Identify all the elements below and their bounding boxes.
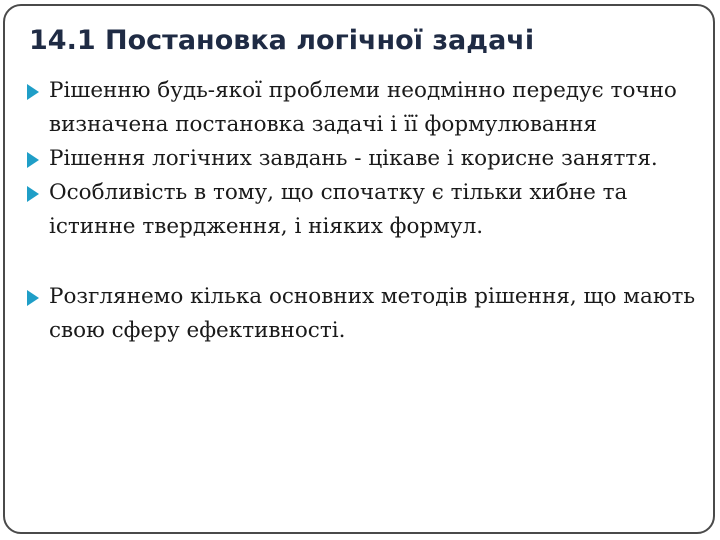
triangle-right-icon xyxy=(27,84,39,100)
slide-title: 14.1 Постановка логічної задачі xyxy=(29,25,535,56)
triangle-right-icon xyxy=(27,186,39,202)
bullet-list xyxy=(25,74,705,348)
bullet-text: Рішення логічних завдань - цікаве і корисне заняття. xyxy=(49,146,658,171)
slide xyxy=(3,4,715,534)
bullet-item xyxy=(25,176,705,244)
bullet-item xyxy=(25,74,705,142)
bullet-text: Розглянемо кілька основних методів рішення, що мають свою сферу ефективності. xyxy=(49,284,696,343)
bullet-item xyxy=(25,142,705,176)
bullet-text: Рішенню будь-якої проблеми неодмінно передує точно визначена постановка задачі і її формулювання xyxy=(49,78,677,137)
bullet-text: Особливість в тому, що спочатку є тільки хибне та істинне твердження, і ніяких формул. xyxy=(49,180,628,239)
triangle-right-icon xyxy=(27,152,39,168)
bullet-item xyxy=(25,280,705,348)
triangle-right-icon xyxy=(27,290,39,306)
